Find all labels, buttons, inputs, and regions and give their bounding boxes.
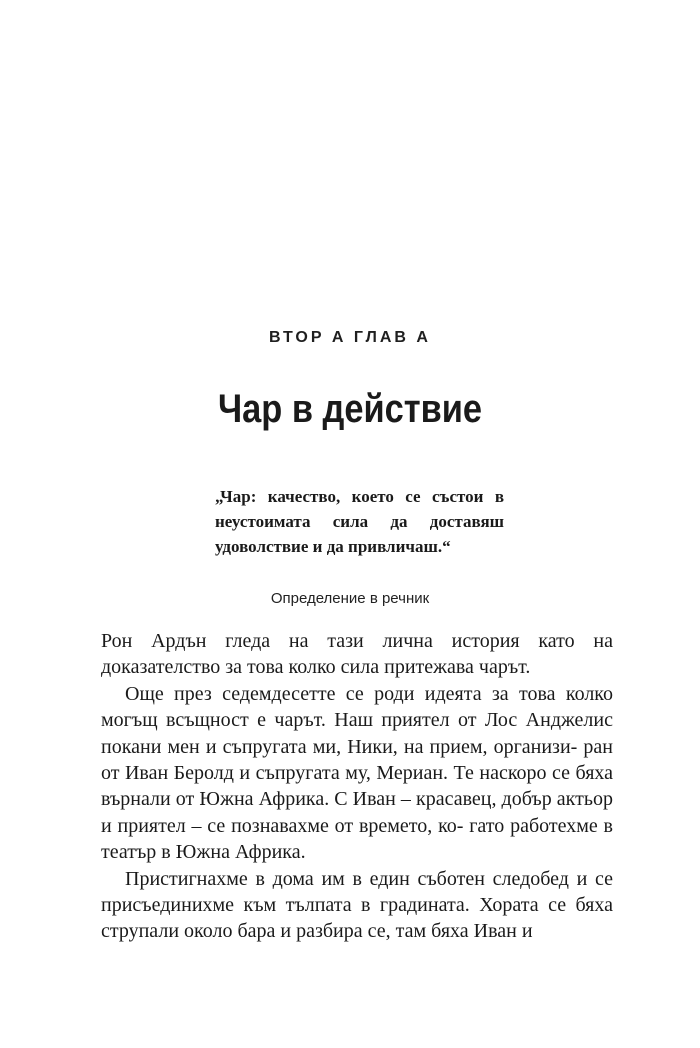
paragraph: Рон Ардън гледа на тази лична история като на доказателство за това колко сила притежава чарът. bbox=[101, 630, 613, 679]
chapter-number-label: ВТОР А ГЛАВ А bbox=[269, 329, 431, 346]
paragraph: Още през седемдесетте се роди идеята за това колко могъщ всъщност е чарът. Наш приятел от Лос Анджелис покани мен и съпругата ми, Ники, на прием, организи- ран от Иван Беролд и съпругата му, Мериан. Те наскоро се бяха върнали от Южна Африка. С Иван – красавец, добър актьор и приятел – се познавахме от времето, ко- гато работехме в театър в Южна Африка. bbox=[101, 682, 613, 864]
chapter-title: Чар в действие bbox=[217, 387, 483, 431]
body-text bbox=[101, 628, 613, 945]
epigraph-quote: „Чар: качество, което се състои в неустоимата сила да доставяш удоволствие и да привличаш.“ bbox=[215, 487, 504, 556]
epigraph-source: Определение в речник bbox=[270, 590, 430, 607]
paragraph: Пристигнахме в дома им в един съботен следобед и се присъединихме към тълпата в градината. Хората се бяха струпали около бара и разбира се, там бяха Иван и bbox=[101, 867, 613, 943]
